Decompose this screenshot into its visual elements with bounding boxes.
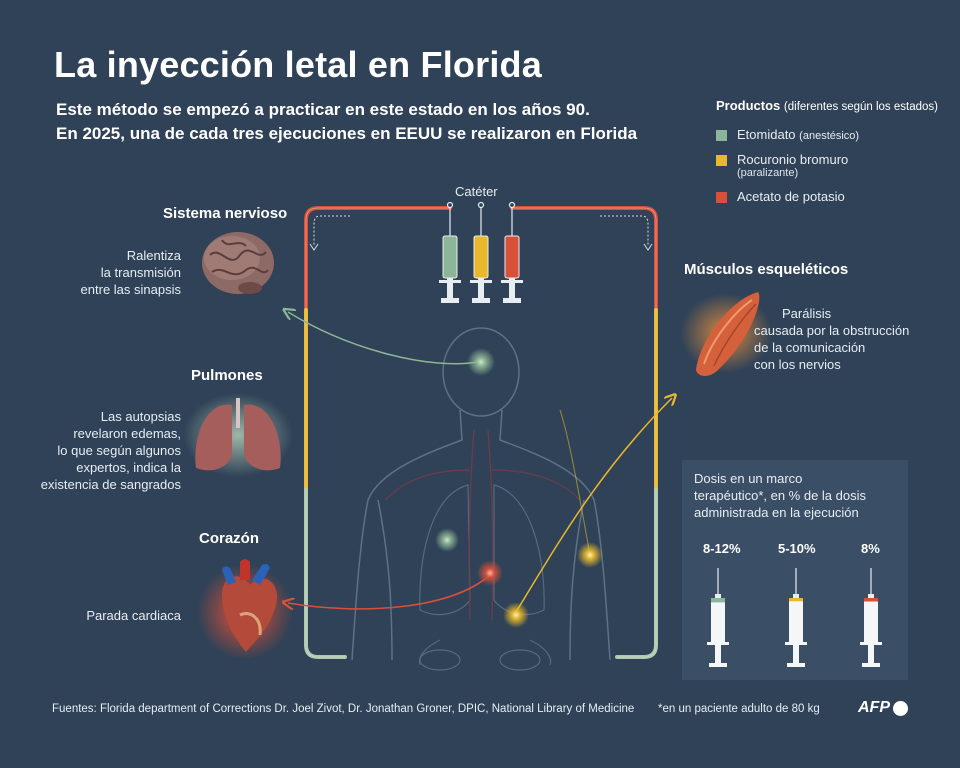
desc-line: revelaron edemas, xyxy=(73,426,181,441)
desc-line: con los nervios xyxy=(754,357,841,372)
footnote-text: *en un paciente adulto de 80 kg xyxy=(658,703,820,715)
muscles-heading: Músculos esqueléticos xyxy=(684,261,849,278)
legend-item-note: (paralizante) xyxy=(737,167,799,179)
dose-title-line: administrada en la ejecución xyxy=(694,505,859,520)
desc-line: causada por la obstrucción xyxy=(754,323,910,338)
desc-line: entre las sinapsis xyxy=(80,282,181,297)
sources-text: Fuentes: Florida department of Corrections Dr. Joel Zivot, Dr. Jonathan Groner, DPIC, National Library of Medicine xyxy=(52,703,635,715)
legend-item-name: Etomidato xyxy=(737,127,796,142)
desc-line: expertos, indica la xyxy=(76,460,181,475)
legend-item-name: Acetato de potasio xyxy=(737,189,845,204)
legend-title-main: Productos xyxy=(716,98,781,113)
page-title: La inyección letal en Florida xyxy=(54,44,542,85)
dose-label-etomidato: 8-12% xyxy=(703,541,741,556)
heart-heading: Corazón xyxy=(199,530,259,547)
dose-barrel xyxy=(864,598,878,642)
dose-syringe-etomidato xyxy=(707,568,729,667)
desc-line: existencia de sangrados xyxy=(40,477,181,492)
dose-title-line: Dosis en un marco xyxy=(694,471,803,486)
dose-label-acetato: 8% xyxy=(861,541,880,556)
desc-line: la transmisión xyxy=(100,265,181,280)
afp-logo-dot xyxy=(893,701,908,716)
dose-fill xyxy=(789,598,803,601)
nervous-system-heading: Sistema nervioso xyxy=(163,205,288,222)
desc-line: Parada cardiaca xyxy=(86,608,181,623)
dose-title-line: terapéutico*, en % de la dosis xyxy=(694,488,866,503)
desc-line: Parálisis xyxy=(782,306,832,321)
dose-fill xyxy=(864,598,878,602)
dose-barrel xyxy=(789,598,803,642)
afp-logo-text: AFP xyxy=(858,699,890,716)
legend-item-name: Rocuronio bromuro xyxy=(737,152,849,167)
desc-line: lo que según algunos xyxy=(57,443,181,458)
dose-barrel xyxy=(711,598,725,642)
catheter-label: Catéter xyxy=(455,184,498,199)
desc-line: de la comunicación xyxy=(754,340,866,355)
dose-syringe-rocuronio xyxy=(785,568,807,667)
legend-item-note: (anestésico) xyxy=(799,130,860,142)
dose-fill xyxy=(711,598,725,602)
afp-logo xyxy=(858,699,908,717)
desc-line: Ralentiza xyxy=(126,248,181,263)
subtitle-line-1: Este método se empezó a practicar en este estado en los años 90. xyxy=(56,100,590,119)
lungs-heading: Pulmones xyxy=(191,367,263,384)
desc-line: Las autopsias xyxy=(100,409,181,424)
subtitle-line-2: En 2025, una de cada tres ejecuciones en EEUU se realizaron en Florida xyxy=(56,124,638,143)
legend-title-note: (diferentes según los estados) xyxy=(783,101,938,113)
dose-label-rocuronio: 5-10% xyxy=(778,541,816,556)
dose-syringe-acetato xyxy=(860,568,882,667)
